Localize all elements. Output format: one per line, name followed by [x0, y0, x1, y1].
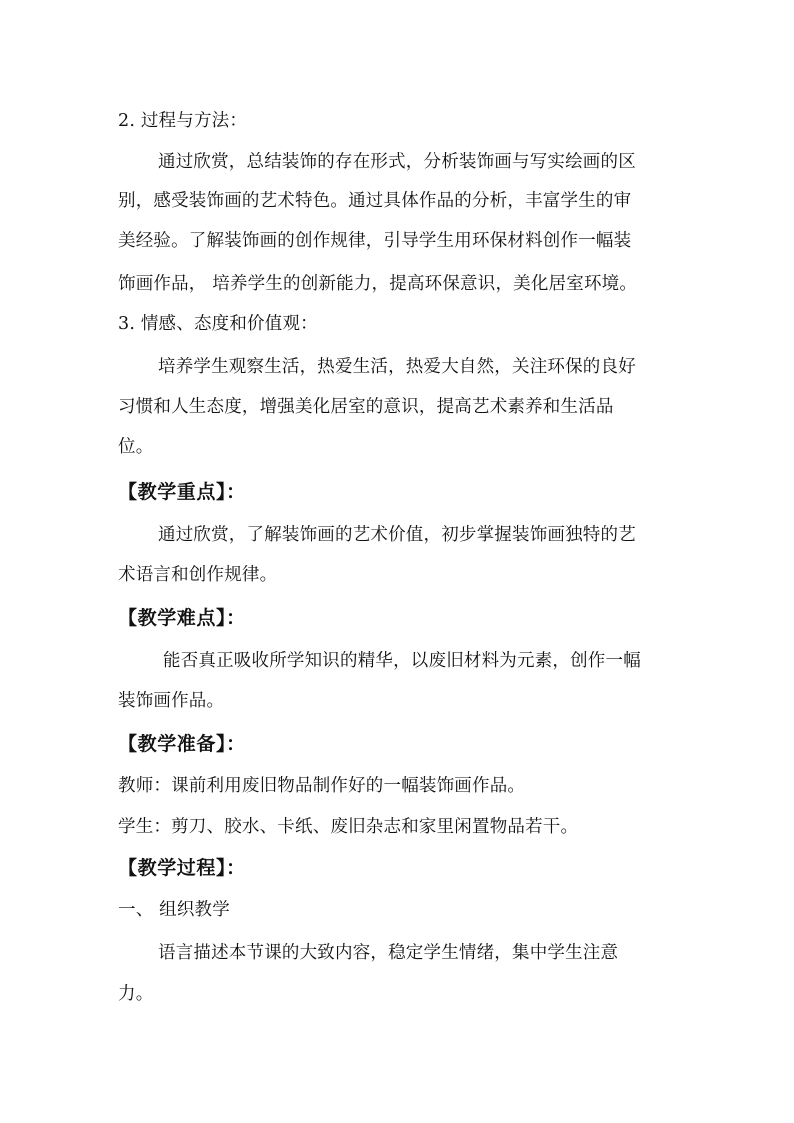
- paragraph-line: 通过欣赏，了解装饰画的艺术价值，初步掌握装饰画独特的艺: [158, 525, 636, 545]
- paragraph-line: 习惯和人生态度，增强美化居室的意识，提高艺术素养和生活品: [118, 397, 614, 417]
- heading-procedure: 【教学过程】：: [118, 857, 246, 879]
- step-title-organize: 一、 组织教学: [118, 900, 230, 920]
- paragraph-line: 装饰画作品。: [118, 691, 225, 711]
- paragraph-line-students: 学生：剪刀、胶水、卡纸、废旧杂志和家里闲置物品若干。: [118, 817, 579, 837]
- paragraph-line: 饰画作品， 培养学生的创新能力，提高环保意识，美化居室环境。: [118, 274, 638, 294]
- paragraph-line: 培养学生观察生活，热爱生活，热爱大自然，关注环保的良好: [158, 357, 636, 377]
- paragraph-line: 通过欣赏，总结装饰的存在形式，分析装饰画与写实绘画的区: [158, 152, 636, 172]
- paragraph-line: 能否真正吸收所学知识的精华，以废旧材料为元素，创作一幅: [163, 651, 641, 671]
- heading-preparation: 【教学准备】：: [118, 733, 246, 755]
- paragraph-line: 别，感受装饰画的艺术特色。通过具体作品的分析，丰富学生的审: [118, 191, 632, 211]
- section-title-emotion-attitude: 3. 情感、态度和价值观：: [118, 314, 318, 334]
- paragraph-line-teacher: 教师：课前利用废旧物品制作好的一幅装饰画作品。: [118, 776, 526, 796]
- paragraph-line: 术语言和创作规律。: [118, 565, 278, 585]
- paragraph-line: 力。: [118, 984, 154, 1004]
- section-title-process-method: 2. 过程与方法：: [118, 111, 248, 131]
- heading-key-points: 【教学重点】：: [118, 481, 246, 503]
- paragraph-line: 位。: [118, 437, 154, 457]
- paragraph-line: 语言描述本节课的大致内容，稳定学生情绪，集中学生注意: [158, 943, 619, 963]
- heading-difficulties: 【教学难点】：: [118, 607, 246, 629]
- paragraph-line: 美经验。了解装饰画的创作规律，引导学生用环保材料创作一幅装: [118, 231, 632, 251]
